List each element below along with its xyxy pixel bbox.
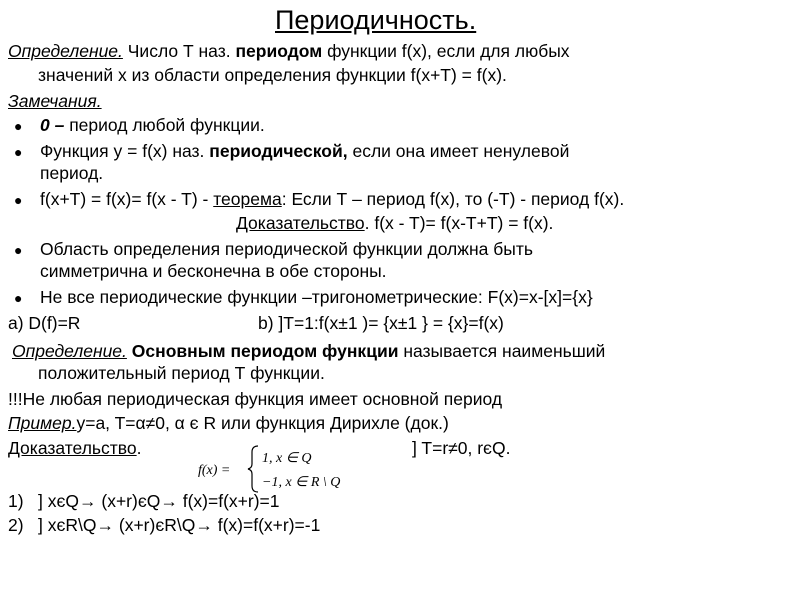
bullet-item-5: Не все периодические функции –тригонометрические: F(x)=x-[x]={x} — [40, 287, 593, 307]
bullet-item-1 — [40, 114, 265, 136]
bullet-icon: ● — [14, 192, 23, 208]
proof-2-line — [8, 437, 142, 459]
note-line: !!!Не любая периодическая функция имеет основной период — [8, 389, 503, 409]
bullet-icon: ● — [14, 242, 23, 258]
main-period-definition-line-2: положительный период Т функции. — [38, 363, 325, 383]
bullet-icon: ● — [14, 118, 23, 134]
proof-2-right: ] T=r≠0, rєQ. — [412, 438, 511, 458]
example-text: y=a, T=α≠0, α є R или функция Дирихле (док.) — [76, 413, 449, 433]
bullet-2-text-cont: если она имеет ненулевой — [347, 141, 570, 161]
bullet-item-3 — [40, 188, 624, 210]
remarks-heading: Замечания. — [8, 91, 102, 111]
proof-2-dot: . — [136, 438, 142, 458]
bullet-item-2-line-2: период. — [40, 163, 104, 183]
definition-line-2: значений x из области определения функции f(x+T) = f(x). — [38, 65, 507, 85]
definition-text: Число Т наз. — [122, 41, 236, 61]
bullet-3-text: f(x+T) = f(x)= f(x - T) - — [40, 189, 214, 209]
bullet-2-text: Функция y = f(x) наз. — [40, 141, 210, 161]
page-title: Периодичность. — [275, 5, 477, 35]
definition-line-1 — [8, 40, 570, 62]
example-label: Пример. — [8, 413, 77, 433]
bullet-icon: ● — [14, 290, 23, 306]
proof-label: Доказательство — [236, 213, 365, 233]
main-period-definition-line-1 — [12, 340, 605, 362]
formula-row-2: −1, x ∈ R \ Q — [262, 475, 341, 490]
formula-row-1: 1, x ∈ Q — [262, 451, 312, 466]
proof-line — [236, 212, 553, 234]
definition-2-text: называется наименьший — [398, 341, 606, 361]
list-item-number: 1) — [8, 491, 24, 511]
list-item: ] xєQ→ (x+r)єQ→ f(x)=f(x+r)=1 — [38, 491, 280, 511]
bullet-1-zero: 0 – — [40, 115, 65, 135]
list-item: ] xєR\Q→ (x+r)єR\Q→ f(x)=f(x+r)=-1 — [38, 515, 321, 535]
formula-brace — [248, 446, 258, 492]
proof-text: . f(x - T)= f(x-T+T) = f(x). — [364, 213, 554, 233]
definition-2-label: Определение. — [12, 341, 127, 361]
theorem-label: теорема — [213, 189, 282, 209]
proof-2-label: Доказательство — [8, 438, 137, 458]
definition-label: Определение. — [8, 41, 123, 61]
bullet-1-text: период любой функции. — [64, 115, 265, 135]
definition-term: периодом — [235, 41, 323, 61]
item-a: a) D(f)=R — [8, 313, 81, 333]
definition-2-term: Основным периодом функции — [131, 341, 399, 361]
formula-lhs: f(x) = — [198, 463, 231, 478]
item-b: b) ]T=1:f(x±1 )= {x±1 } = {x}=f(x) — [258, 313, 504, 333]
bullet-item-4: Область определения периодической функции должна быть — [40, 239, 533, 259]
definition-text-cont: функции f(x), если для любых — [322, 41, 570, 61]
bullet-icon: ● — [14, 144, 23, 160]
bullet-item-2 — [40, 140, 569, 162]
list-item-number: 2) — [8, 515, 24, 535]
example-line — [8, 412, 449, 434]
bullet-2-term: периодической, — [209, 141, 348, 161]
bullet-item-4-line-2: симметрична и бесконечна в обе стороны. — [40, 261, 387, 281]
bullet-3-text-cont: : Если Т – период f(x), то (-Т) - период f(x). — [281, 189, 625, 209]
